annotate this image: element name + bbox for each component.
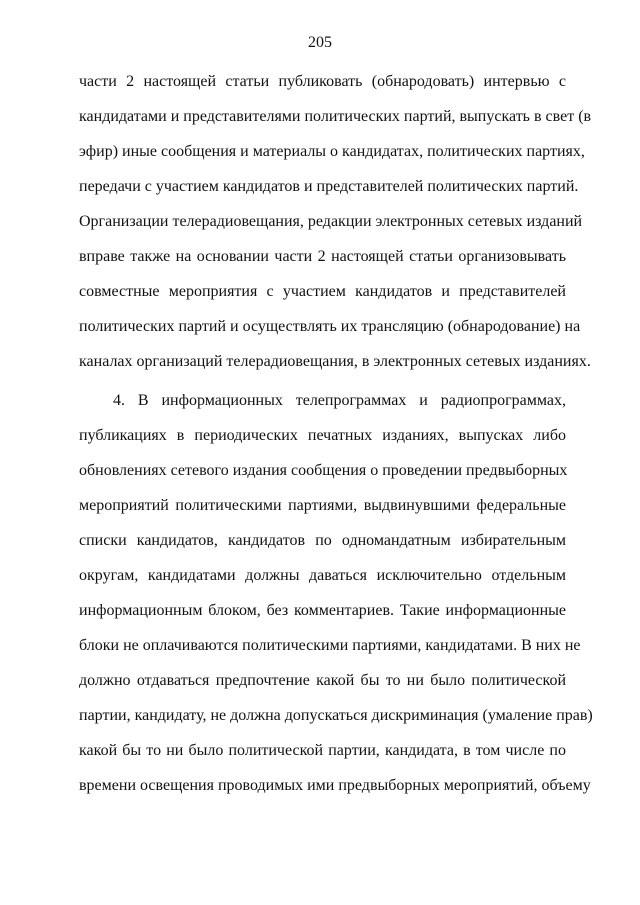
- text-line: информационным блоком, без комментариев. Такие информационные: [79, 602, 566, 619]
- text-line: партии, кандидату, не должна допускаться дискриминация (умаление прав): [79, 707, 593, 724]
- text-line: вправе также на основании части 2 настоящей статьи организовывать: [79, 248, 566, 265]
- text-line: 4. В информационных телепрограммах и радиопрограммах,: [113, 392, 566, 409]
- text-line: должно отдаваться предпочтение какой бы то ни было политической: [79, 672, 566, 689]
- paragraph-clause-4: [79, 383, 593, 803]
- text-line: обновлениях сетевого издания сообщения о проведении предвыборных: [79, 462, 568, 479]
- text-line: совместные мероприятия с участием кандидатов и представителей: [79, 283, 566, 300]
- text-line: передачи с участием кандидатов и представителей политических партий.: [79, 178, 579, 195]
- text-line: времени освещения проводимых ими предвыборных мероприятий, объему: [79, 777, 591, 794]
- paragraph-continuation: [79, 64, 592, 379]
- text-line: округам, кандидатами должны даваться исключительно отдельным: [79, 567, 566, 584]
- text-line: каналах организаций телерадиовещания, в электронных сетевых изданиях.: [79, 353, 591, 370]
- text-line: блоки не оплачиваются политическими партиями, кандидатами. В них не: [79, 637, 581, 654]
- text-line: эфир) иные сообщения и материалы о кандидатах, политических партиях,: [79, 143, 585, 160]
- text-line: публикациях в периодических печатных изданиях, выпусках либо: [79, 427, 566, 444]
- page-number: 205: [308, 34, 332, 51]
- text-line: мероприятий политическими партиями, выдвинувшими федеральные: [79, 497, 566, 514]
- text-line: части 2 настоящей статьи публиковать (обнародовать) интервью с: [79, 73, 566, 90]
- text-line: кандидатами и представителями политических партий, выпускать в свет (в: [79, 108, 592, 125]
- text-line: Организации телерадиовещания, редакции электронных сетевых изданий: [79, 213, 583, 230]
- text-line: политических партий и осуществлять их трансляцию (обнародование) на: [79, 318, 581, 335]
- text-line: списки кандидатов, кандидатов по одномандатным избирательным: [79, 532, 566, 549]
- text-line: какой бы то ни было политической партии, кандидата, в том числе по: [79, 742, 566, 759]
